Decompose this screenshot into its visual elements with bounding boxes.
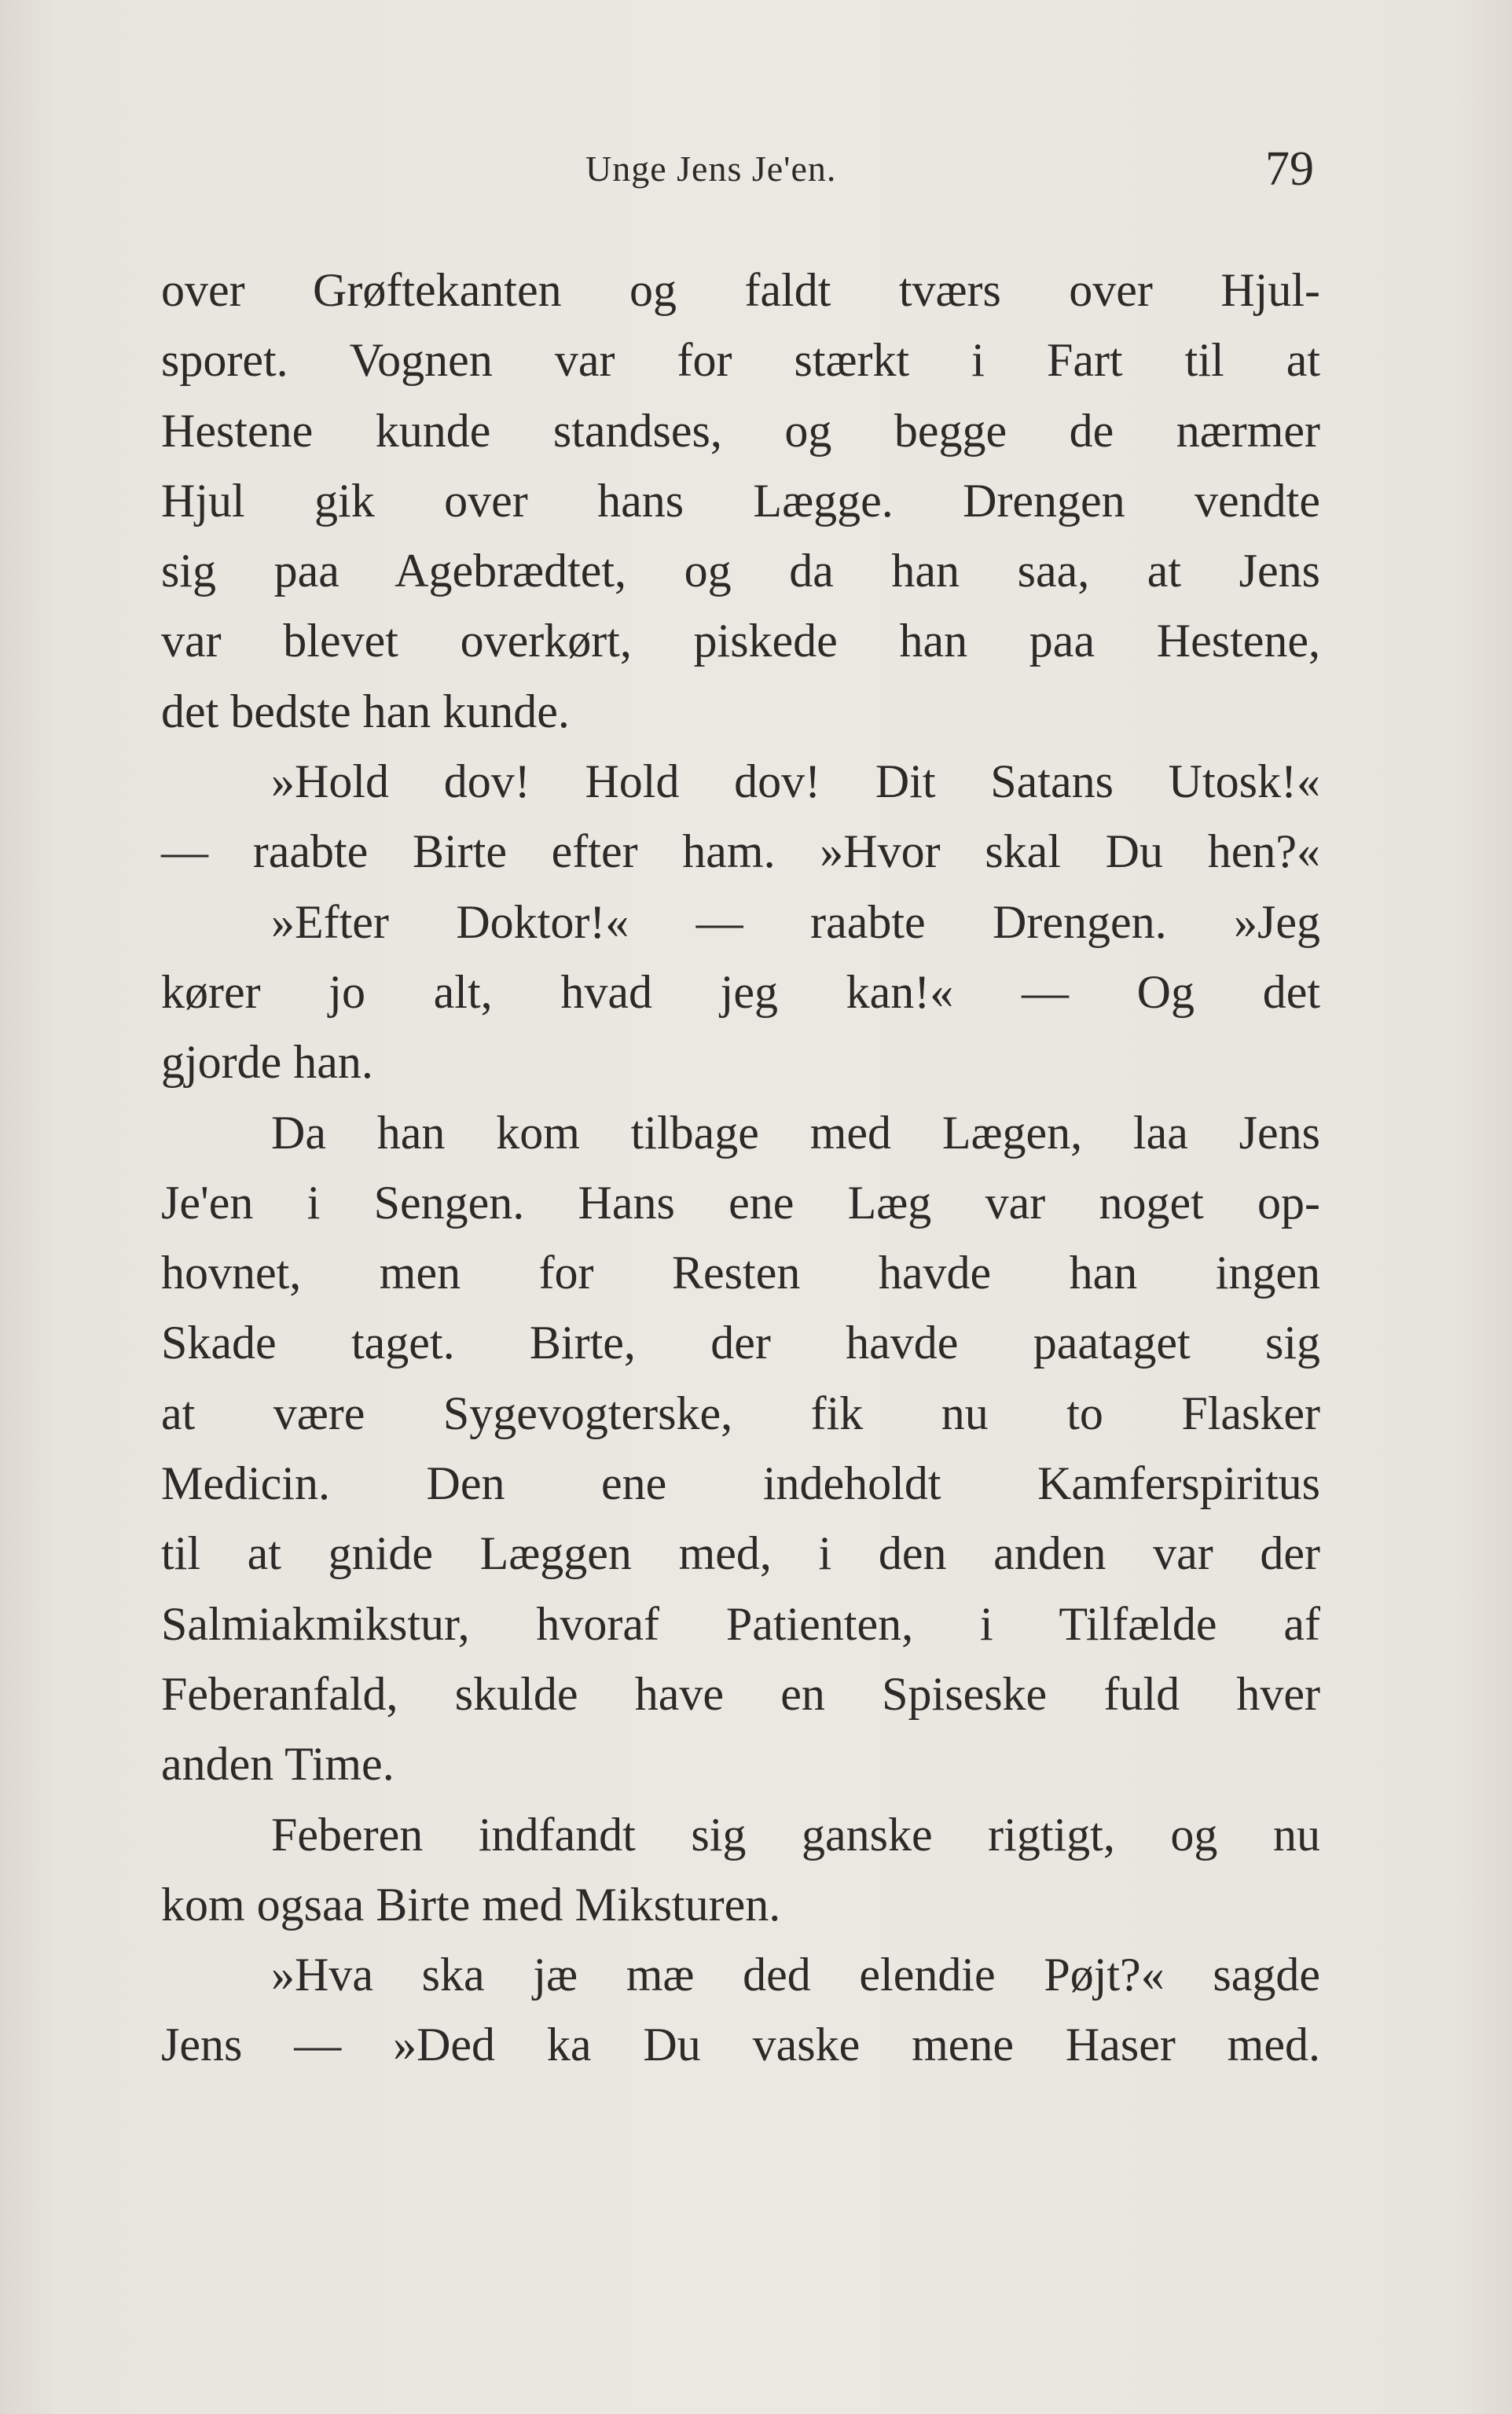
running-head: Unge Jens Je'en.: [585, 149, 837, 189]
text-line: »Hva ska jæ mæ ded elendie Pøjt?« sagde: [271, 1949, 1320, 2001]
text-line: — raabte Birte efter ham. »Hvor skal Du hen?«: [161, 825, 1320, 878]
text-line: Medicin. Den ene indeholdt Kamferspiritus: [161, 1457, 1320, 1510]
text-line: »Hold dov! Hold dov! Dit Satans Utosk!«: [271, 755, 1320, 808]
body-text: [161, 255, 1320, 2081]
text-line: gjorde han.: [161, 1036, 373, 1089]
text-line: sig paa Agebrædtet, og da han saa, at Jens: [161, 545, 1320, 597]
text-line: hovnet, men for Resten havde han ingen: [161, 1247, 1320, 1299]
text-line: Salmiakmikstur, hvoraf Patienten, i Tilfælde af: [161, 1597, 1320, 1650]
text-line: anden Time.: [161, 1738, 395, 1791]
text-line: Jens — »Ded ka Du vaske mene Haser med.: [161, 2019, 1320, 2071]
text-line: Feberanfald, skulde have en Spiseske fuld hver: [161, 1667, 1320, 1720]
text-line: Skade taget. Birte, der havde paataget sig: [161, 1317, 1320, 1369]
page-header: [0, 141, 1512, 204]
text-line: over Grøftekanten og faldt tværs over Hjul-: [161, 264, 1320, 316]
text-line: kører jo alt, hvad jeg kan!« — Og det: [161, 965, 1320, 1018]
page-number: 79: [1265, 142, 1314, 196]
text-line: kom ogsaa Birte med Miksturen.: [161, 1878, 781, 1931]
text-line: til at gnide Læggen med, i den anden var der: [161, 1527, 1320, 1580]
text-line: var blevet overkørt, piskede han paa Hestene,: [161, 615, 1320, 667]
text-line: Hestene kunde standses, og begge de nærmer: [161, 404, 1320, 457]
text-line: sporet. Vognen var for stærkt i Fart til at: [161, 334, 1320, 387]
text-line: Hjul gik over hans Lægge. Drengen vendte: [161, 474, 1320, 527]
text-line: Da han kom tilbage med Lægen, laa Jens: [271, 1106, 1320, 1159]
text-line: Je'en i Sengen. Hans ene Læg var noget op-: [161, 1176, 1320, 1229]
text-line: Feberen indfandt sig ganske rigtigt, og nu: [271, 1808, 1320, 1861]
text-line: at være Sygevogterske, fik nu to Flasker: [161, 1387, 1320, 1439]
text-line: det bedste han kunde.: [161, 685, 570, 737]
text-line: »Efter Doktor!« — raabte Drengen. »Jeg: [271, 895, 1320, 948]
